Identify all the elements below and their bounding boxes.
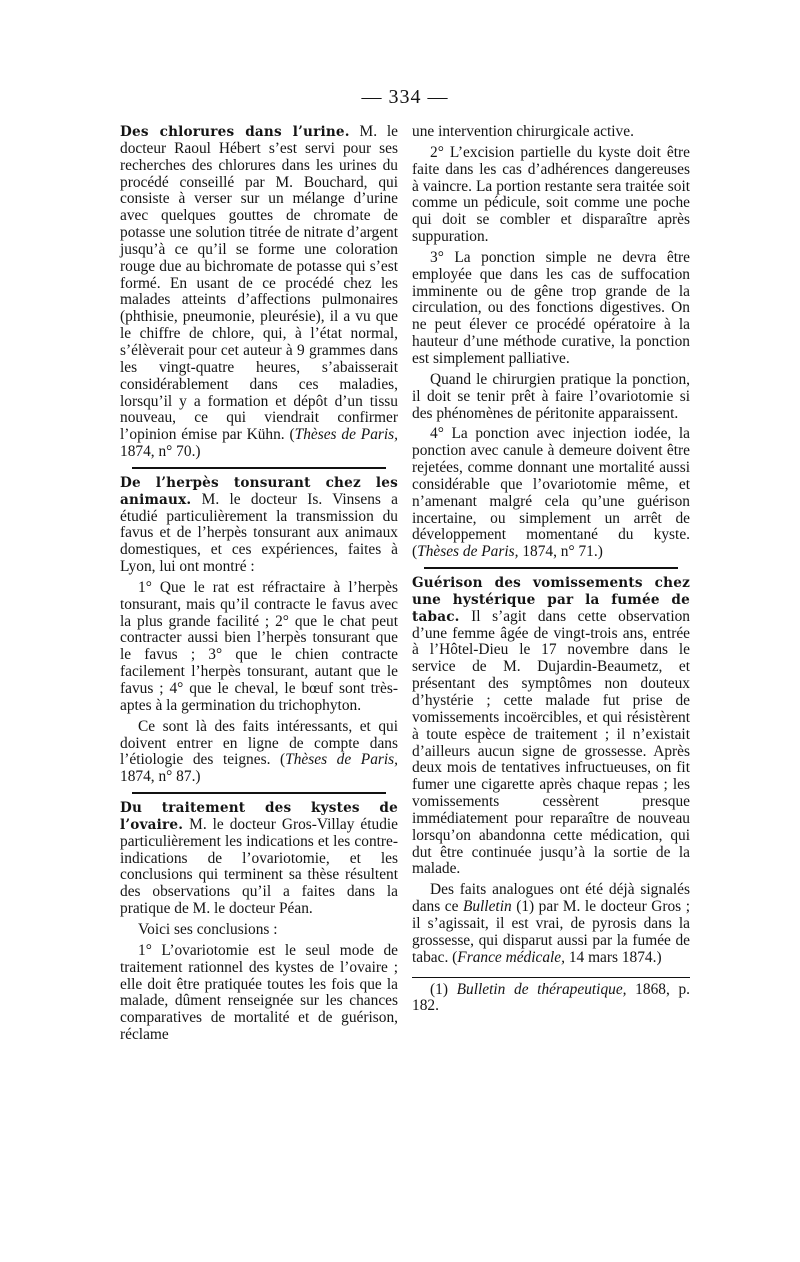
citation: France médicale, <box>457 948 565 966</box>
section-title-vomissements: Guérison des vomissements chez une hystérique par la fumée de tabac. <box>412 575 690 625</box>
citation-tail: 1874, n° 70.) <box>120 443 201 461</box>
paragraph-vomissements <box>412 575 690 878</box>
section-divider <box>424 567 678 569</box>
section-title-herpes: De l’herpès tonsurant chez les animaux. <box>120 474 398 508</box>
citation: Thèses de Paris, <box>285 751 398 769</box>
paragraph-conclusion-2: 2° L’excision partielle du kyste doit être faite dans les cas d’adhérences dangereuses à vaincre. La portion restante sera traitée soit comme un pédicule, soit comme une poche qui doit se combler et disparaître après suppuration. <box>412 143 690 246</box>
paragraph-conclusion-1: 1° L’ovariotomie est le seul mode de traitement rationnel des kystes de l’ovaire ; elle doit être pratiquée toutes les fois que la malade, dûment renseignée sur les chances comparatives de mortalité et de guérison, réclame <box>120 941 398 1044</box>
citation: Thèses de Paris, <box>294 426 398 444</box>
paragraph-herpes <box>120 475 398 576</box>
paragraph-continuation: une intervention chirurgicale active. <box>412 123 634 140</box>
paragraph-faits-analogues <box>412 882 690 966</box>
citation: Thèses de Paris, <box>417 543 519 561</box>
citation-tail: (1) par M. le docteur Gros ; il s’agissait, il est vrai, de pyrosis dans la grossesse, qui disparut aussi par la fumée de tabac. ( <box>412 898 690 966</box>
paragraph-conclusion-3: 3° La ponction simple ne devra être employée que dans les cas de suffocation imminente ou de gêne trop grande de la circulation, ou des fonctions digestives. On ne peut élever ce procédé opératoire à la hauteur d’une méthode curative, la ponction est simplement palliative. <box>412 248 690 367</box>
paragraph-text: Il s’agit dans cette observation d’une femme âgée de vingt-trois ans, entrée à l’Hôtel-Dieu le 17 novembre dans le service de M. Dujardin-Beaumetz, et présentant des symptômes non douteux d’hystérie ; cette malade fut prise de vomissements incoërcibles, et qui résistèrent à toute espèce de traitement ; il n’existait d’ailleurs aucun signe de grossesse. Après deux mois de tentatives infructueuses, on fit fumer une cigarette après chaque repas ; les vomissements cessèrent presque immédiatement pour reparaître de nouveau lorsqu’on abandonna cette médication, qui dut être continuée jusqu’à la sortie de la malade. <box>412 607 690 878</box>
paragraph-text: 4° La ponction avec injection iodée, la ponction avec canule à demeure doivent être rejetées, comme donnant une mortalité aussi considérable que l’ovariotomie même, et n’amenant malgré cela qu’une guérison incertaine, ou simplement un arrêt de développement momentané du kyste. ( <box>412 425 690 561</box>
paragraph-ponction: Quand le chirurgien pratique la ponction, il doit se tenir prêt à faire l’ovariotomie si des phénomènes de péritonite apparaissent. <box>412 370 690 422</box>
citation-tail: 14 mars 1874.) <box>565 948 662 966</box>
footnote-citation: Bulletin de thérapeutique, <box>456 980 627 998</box>
section-divider <box>132 467 386 469</box>
footnote-divider <box>412 977 690 978</box>
footnote-marker: (1) <box>430 980 457 998</box>
paragraph-chlorures <box>120 124 398 461</box>
right-column <box>412 124 690 1019</box>
paragraph-text: M. le docteur Raoul Hébert s’est servi pour ses recherches des chlorures dans les urines du procédé conseillé par M. Bouchard, qui consiste à verser sur un mélange d’urine avec quelques gouttes de chromate de potasse une solution titrée de nitrate d’argent jusqu’à ce qu’il se forme une coloration rouge due au bichromate de potasse qui s’est formé. En usant de ce procédé chez les malades atteints d’affections pulmonaires (phthisie, pneumonie, pleurésie), il a vu que le chiffre de chlore, qui, à l’état normal, s’élèverait pour cet auteur à 9 grammes dans les vingt-quatre heures, s’abaisserait considérablement dans ces maladies, lorsqu’il y a formation et dépôt d’un tissu nouveau, ce qui viendrait confirmer l’opinion émise par Kühn. ( <box>120 123 398 444</box>
paragraph-herpes-list: 1° Que le rat est réfractaire à l’herpès tonsurant, mais qu’il contracte le favus avec la plus grande facilité ; 2° que le chat peut contracter aussi bien l’herpès tonsurant que le favus ; 3° que le chien contracte facilement l’herpès tonsurant, autant que le favus ; 4° que le cheval, le bœuf sont très-aptes à la germination du trichophyton. <box>120 578 398 714</box>
paragraph-text: Ce sont là des faits intéressants, et qui doivent entrer en ligne de compte dans l’étiologie des teignes. ( <box>120 717 398 769</box>
section-title-kystes: Du traitement des kystes de l’ovaire. <box>120 800 398 833</box>
citation-tail: 1874, n° 87.) <box>120 768 201 786</box>
citation: Bulletin <box>462 898 512 916</box>
left-column <box>120 124 398 1048</box>
footnote <box>412 982 690 1016</box>
paragraph-conclusion-4 <box>412 426 690 561</box>
page-number: — 334 — <box>361 86 449 108</box>
section-divider <box>132 792 386 794</box>
citation-tail: 1874, n° 71.) <box>518 543 603 561</box>
paragraph-text: M. le docteur Is. Vinsens a étudié particulièrement la transmission du favus et de l’herpès tonsurant aux animaux domestiques, et ces expériences, faites à Lyon, lui ont montré : <box>120 490 398 576</box>
paragraph-herpes-conclusion <box>120 719 398 786</box>
section-title-chlorures: Des chlorures dans l’urine. <box>120 124 350 140</box>
paragraph-text: M. le docteur Gros-Villay étudie particulièrement les indications et les contre-indications de l’ovariotomie, et les conclusions qui terminent sa thèse résultent des observations qu’il a faites dans la pratique de M. le docteur Péan. <box>120 815 398 918</box>
paragraph-text: Des faits analogues ont été déjà signalés dans ce <box>412 881 690 916</box>
footnote-tail: 1868, p. 182. <box>412 980 691 1015</box>
paragraph-conclusions-intro: Voici ses conclusions : <box>138 920 278 938</box>
paragraph-kystes <box>120 800 398 918</box>
